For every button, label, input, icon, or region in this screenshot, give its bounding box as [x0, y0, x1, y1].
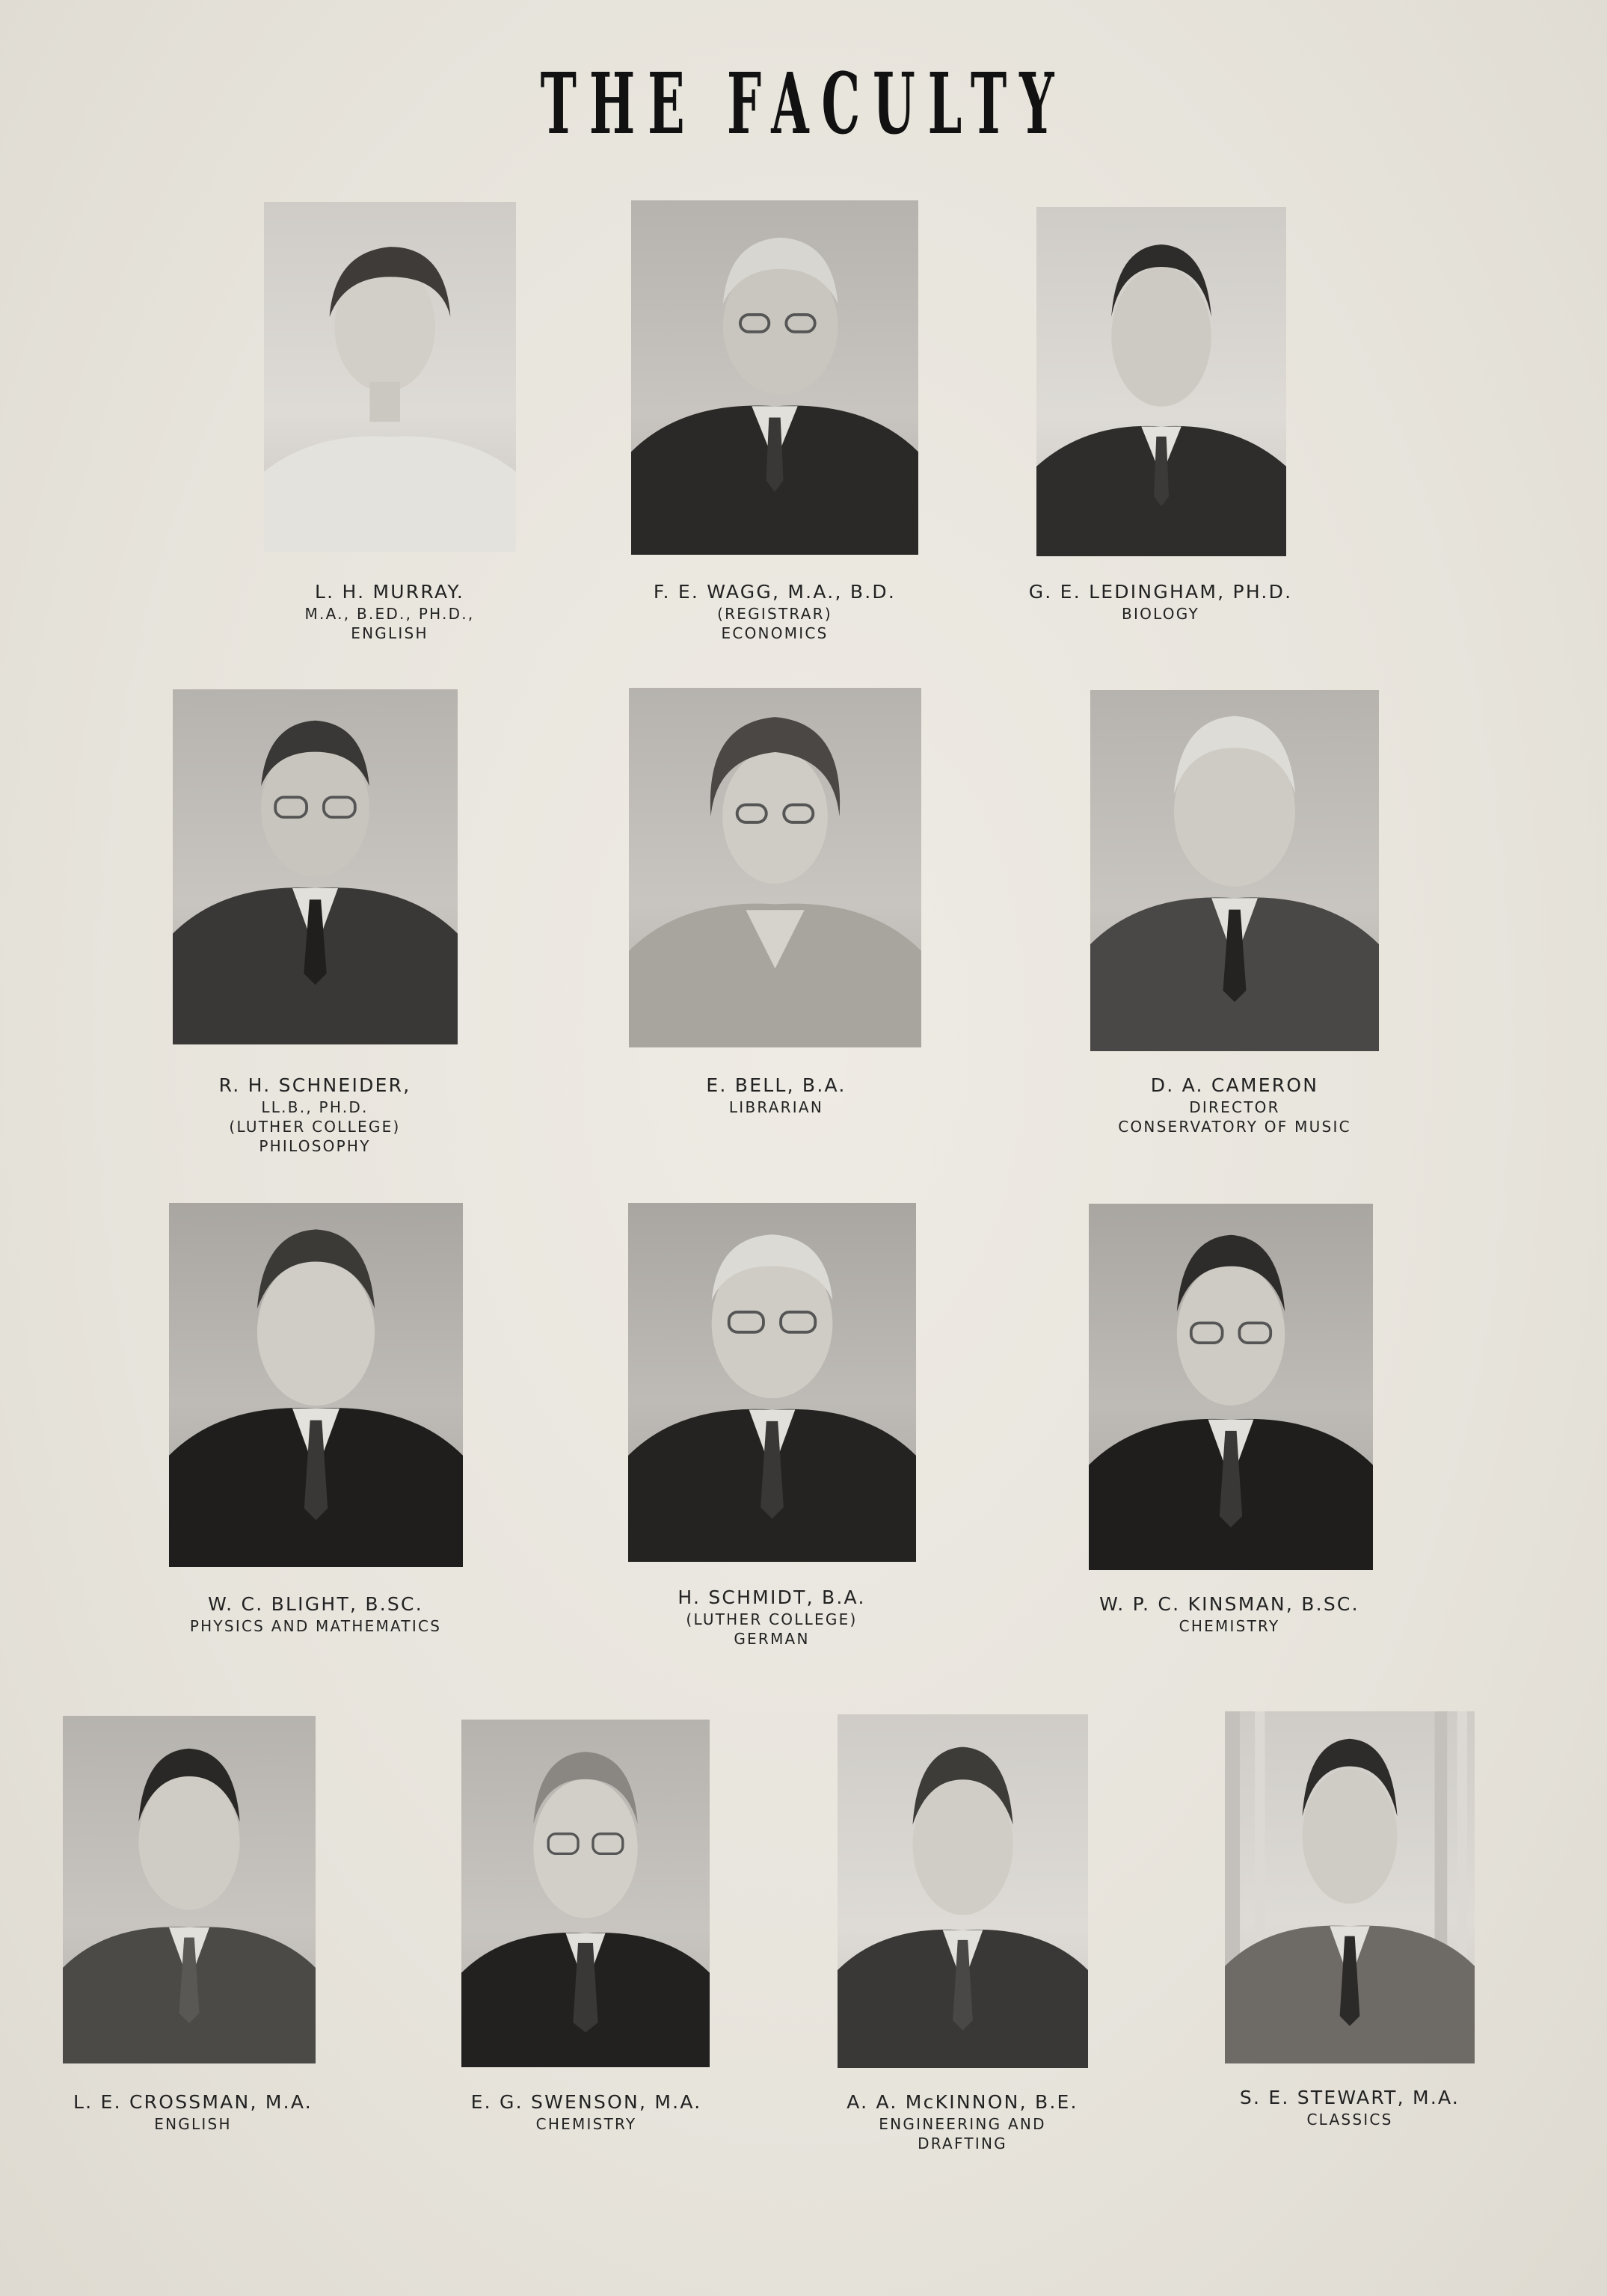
page-title: THE FACULTY [540, 55, 1067, 153]
faculty-caption-stewart [1189, 2086, 1511, 2129]
faculty-name: W. P. C. KINSMAN, B.SC. [1099, 1593, 1359, 1615]
faculty-degrees: M.A., B.ED., PH.D., [304, 605, 475, 623]
faculty-photo-ledingham [1036, 207, 1286, 556]
faculty-caption-blight [144, 1592, 488, 1636]
faculty-name: W. C. BLIGHT, B.SC. [208, 1593, 423, 1615]
faculty-department: PHILOSOPHY [259, 1137, 371, 1155]
faculty-department: ECONOMICS [721, 624, 829, 642]
faculty-photo-wagg [631, 200, 918, 555]
faculty-caption-swenson [425, 2090, 747, 2134]
faculty-caption-kinsman [1057, 1592, 1401, 1636]
faculty-photo-cameron [1090, 690, 1379, 1051]
faculty-photo-schneider [173, 689, 458, 1044]
faculty-caption-schneider [165, 1074, 464, 1156]
faculty-name: F. E. WAGG, M.A., B.D. [653, 581, 897, 603]
faculty-department: CONSERVATORY OF MUSIC [1118, 1118, 1351, 1136]
faculty-photo-stewart [1225, 1711, 1475, 2063]
faculty-department: CHEMISTRY [535, 2115, 637, 2133]
faculty-caption-mckinnon [802, 2090, 1123, 2153]
faculty-department-continued: DRAFTING [918, 2135, 1007, 2152]
faculty-caption-crossman [32, 2090, 354, 2134]
faculty-role: DIRECTOR [1189, 1098, 1280, 1116]
faculty-department: ENGLISH [154, 2115, 232, 2133]
faculty-caption-wagg [603, 580, 947, 643]
faculty-department: CLASSICS [1306, 2111, 1393, 2129]
faculty-photo-murray [264, 202, 516, 552]
faculty-name: H. SCHMIDT, B.A. [677, 1586, 866, 1608]
faculty-caption-cameron [1063, 1074, 1407, 1136]
faculty-name: S. E. STEWART, M.A. [1239, 2087, 1460, 2108]
faculty-department: BIOLOGY [1122, 605, 1199, 623]
faculty-photo-kinsman [1089, 1204, 1373, 1570]
faculty-department: GERMAN [734, 1630, 810, 1648]
faculty-name: G. E. LEDINGHAM, PH.D. [1028, 581, 1293, 603]
faculty-name: A. A. McKINNON, B.E. [846, 2091, 1078, 2113]
faculty-photo-crossman [63, 1716, 316, 2063]
faculty-name: L. H. MURRAY. [314, 581, 465, 603]
faculty-role: (REGISTRAR) [717, 605, 832, 623]
faculty-name: E. G. SWENSON, M.A. [470, 2091, 702, 2113]
faculty-caption-murray [240, 580, 539, 643]
faculty-photo-bell [629, 688, 921, 1047]
faculty-caption-bell [627, 1074, 926, 1117]
faculty-photo-blight [169, 1203, 463, 1567]
faculty-caption-schmidt [622, 1586, 921, 1649]
faculty-caption-ledingham [992, 580, 1329, 624]
faculty-affiliation: (LUTHER COLLEGE) [229, 1118, 401, 1136]
faculty-name: E. BELL, B.A. [706, 1074, 846, 1096]
faculty-name: R. H. SCHNEIDER, [218, 1074, 411, 1096]
faculty-name: D. A. CAMERON [1150, 1074, 1319, 1096]
faculty-name: L. E. CROSSMAN, M.A. [73, 2091, 313, 2113]
faculty-department: ENGINEERING AND [879, 2115, 1046, 2133]
faculty-role: LIBRARIAN [728, 1098, 824, 1116]
faculty-affiliation: (LUTHER COLLEGE) [686, 1610, 858, 1628]
faculty-degrees: LL.B., PH.D. [261, 1098, 369, 1116]
faculty-photo-schmidt [628, 1203, 916, 1562]
faculty-department: PHYSICS AND MATHEMATICS [189, 1617, 442, 1635]
faculty-photo-swenson [461, 1720, 710, 2067]
faculty-department: CHEMISTRY [1179, 1617, 1280, 1635]
faculty-photo-mckinnon [838, 1714, 1088, 2068]
faculty-department: ENGLISH [351, 624, 428, 642]
